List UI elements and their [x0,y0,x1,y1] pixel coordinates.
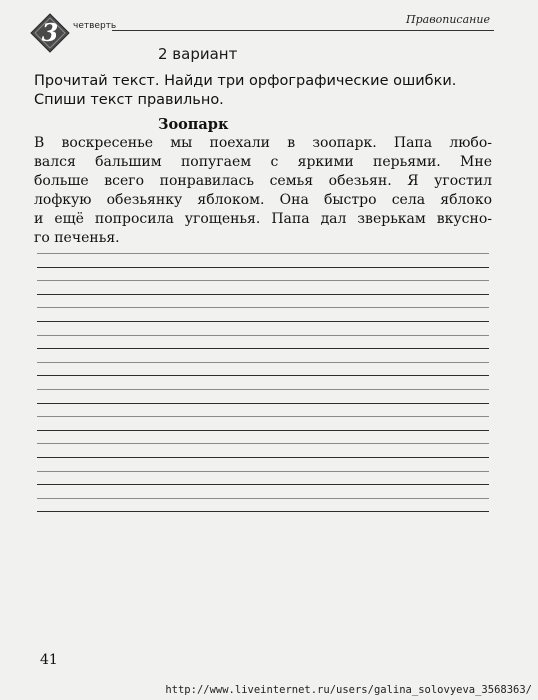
task-line: Прочитай текст. Найди три орфографические ошибки. [34,73,457,89]
writing-line [37,389,489,390]
writing-line [37,335,489,336]
text-line: вался бальшим попугаем с яркими перьями. Мне [34,154,492,170]
writing-line [37,471,489,472]
writing-line [37,348,489,349]
writing-line [37,375,489,376]
header-divider [112,30,494,31]
writing-line [37,307,489,308]
quarter-badge [30,13,70,53]
quarter-number: 3 [41,18,59,47]
writing-line [37,457,489,458]
text-line: больше всего понравилась семья обезьян. Я угостил [34,173,492,189]
writing-line [37,403,489,404]
task-instructions [34,72,500,110]
variant-title: 2 вариант [158,45,238,63]
text-title: Зоопарк [158,116,229,133]
page-number: 41 [40,652,58,668]
writing-line [37,294,489,295]
writing-line [37,511,489,512]
writing-line [37,443,489,444]
text-line: лофкую обезьянку яблоком. Она быстро села яблоко [34,192,492,208]
section-label: Правописание [406,13,490,26]
writing-line [37,362,489,363]
writing-line [37,253,489,254]
quarter-label: четверть [73,21,117,31]
text-line: го печенья. [34,230,120,246]
writing-line [37,280,489,281]
exercise-text [34,134,492,248]
writing-line [37,498,489,499]
source-watermark: http://www.liveinternet.ru/users/galina_solovyeva_3568363/ [165,684,532,696]
writing-line [37,321,489,322]
writing-line [37,430,489,431]
text-line: и ещё попросила угощенья. Папа дал зверькам вкусно- [34,211,492,227]
task-line: Спиши текст правильно. [34,92,224,108]
writing-line [37,267,489,268]
writing-line [37,484,489,485]
writing-line [37,416,489,417]
text-line: В воскресенье мы поехали в зоопарк. Папа любо- [34,135,492,151]
